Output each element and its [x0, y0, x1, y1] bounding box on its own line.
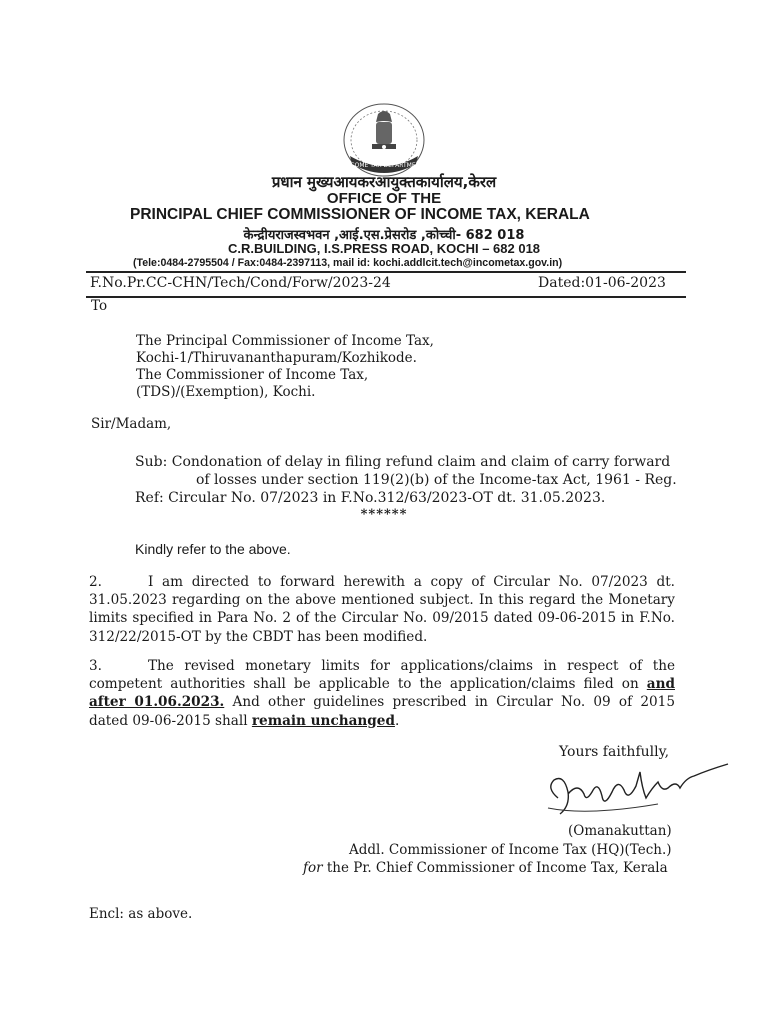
header-rule-bottom: [86, 296, 686, 298]
separator: ******: [360, 507, 408, 522]
signatory-on-behalf: [303, 860, 668, 876]
paragraph-2: [89, 573, 675, 646]
paragraph-text: And other guidelines prescribed in Circular No. 09 of 2015 dated 09-06-2015 shall: [89, 694, 675, 729]
subject-line-2: of losses under section 119(2)(b) of the Income-tax Act, 1961 - Reg.: [196, 472, 677, 488]
letter-date: Dated:01-06-2023: [538, 275, 666, 291]
paragraph-text: The revised monetary limits for applications/claims in respect of the competent authorities shall be applicable to the application/claims filed on: [89, 658, 675, 693]
salutation: Sir/Madam,: [91, 416, 172, 432]
office-name-hindi: प्रधान मुख्यआयकरआयुक्तकार्यालय,केरल: [271, 173, 497, 191]
subject-line-1: Sub: Condonation of delay in filing refund claim and claim of carry forward: [135, 454, 671, 470]
addressee-block: [136, 333, 434, 401]
kindly-refer-text: Kindly refer to the above.: [135, 541, 291, 557]
paragraph-text: .: [394, 712, 400, 729]
addressee-line: The Principal Commissioner of Income Tax,: [136, 333, 434, 349]
header-rule-top: [86, 271, 686, 273]
to-label: To: [91, 298, 108, 314]
addressee-line: Kochi-1/Thiruvananthapuram/Kozhikode.: [136, 350, 417, 366]
signatory-designation: Addl. Commissioner of Income Tax (HQ)(Tech.): [349, 842, 672, 858]
on-behalf-text: the Pr. Chief Commissioner of Income Tax, Kerala: [322, 860, 668, 876]
file-number: F.No.Pr.CC-CHN/Tech/Cond/Forw/2023-24: [90, 275, 391, 291]
office-of-the-heading: OFFICE OF THE: [326, 190, 442, 207]
signature-icon: [528, 758, 738, 830]
address-hindi: केन्द्रीयराजस्वभवन ,आई.एस.प्रेसरोड ,कोच्ची- 682 018: [243, 228, 525, 243]
paragraph-number: 2.: [89, 574, 102, 590]
for-word: for: [303, 860, 323, 876]
svg-text:INCOME TAX DEPARTMENT: INCOME TAX DEPARTMENT: [344, 162, 424, 169]
emphasis-unchanged: remain unchanged: [251, 712, 395, 729]
addressee-line: (TDS)/(Exemption), Kochi.: [136, 384, 316, 400]
paragraph-text: I am directed to forward herewith a copy of Circular No. 07/2023 dt. 31.05.2023 regarding on the above mentioned subject. In this regard the Monetary limits specified in Para No. 2 of the Circular No. 09/2015 dated 09-06-2015 in F.No. 312/22/2015-OT by the CBDT has been modified.: [89, 574, 675, 645]
office-address: C.R.BUILDING, I.S.PRESS ROAD, KOCHI – 682 018: [227, 241, 541, 256]
addressee-line: The Commissioner of Income Tax,: [136, 367, 369, 383]
signatory-name: (Omanakuttan): [568, 823, 672, 839]
emphasis-date: and after 01.06.2023.: [89, 676, 675, 711]
enclosure-note: Encl: as above.: [89, 906, 193, 922]
paragraph-number: 3.: [89, 658, 102, 674]
closing-yours-faithfully: Yours faithfully,: [559, 744, 670, 760]
paragraph-3: [89, 657, 675, 730]
reference-line: Ref: Circular No. 07/2023 in F.No.312/63/2023-OT dt. 31.05.2023.: [135, 490, 606, 506]
contact-line: (Tele:0484-2795504 / Fax:0484-2397113, mail id: kochi.addlcit.tech@incometax.gov.in): [133, 257, 563, 269]
office-name-heading: PRINCIPAL CHIEF COMMISSIONER OF INCOME TAX, KERALA: [130, 206, 590, 223]
